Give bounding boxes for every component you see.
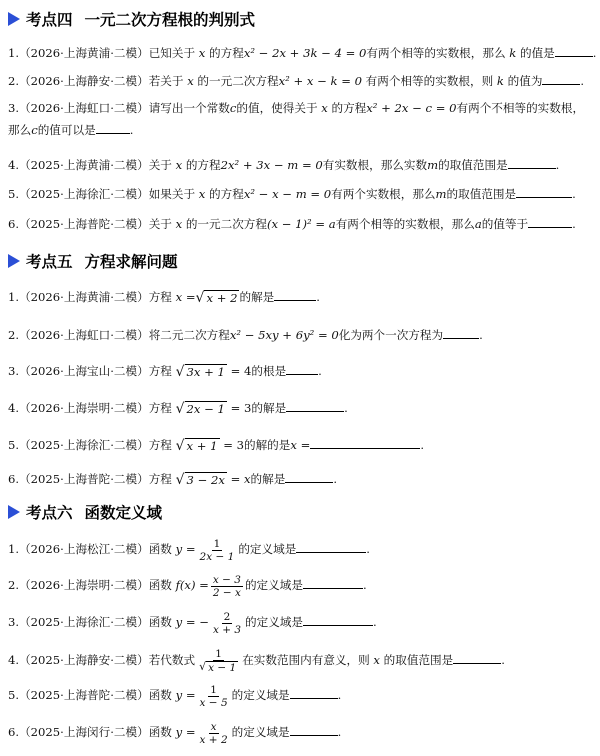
answer-blank[interactable] [285, 470, 333, 483]
section-title: 方程求解问题 [84, 253, 178, 271]
question-6-2: 2.（2026·上海崇明·二模）函数 f(x) = $\frac{x - 3}{2 - x}$ 的定义域是 . [8, 573, 367, 599]
answer-blank[interactable] [310, 436, 420, 449]
question-5-4: 4.（2026·上海崇明·二模）方程 √ 2x − 1 = 3的解是 . [8, 401, 348, 417]
answer-blank[interactable] [96, 121, 130, 134]
answer-blank[interactable] [303, 613, 373, 626]
question-6-4: 4.（2025·上海静安·二模）若代数式 1 √ x − 1 在实数范围内有意义，则 x 的取值范围是 . [8, 648, 505, 674]
question-6-5: 5.（2025·上海普陀·二模）函数 y = $\frac{1}{x - 5}$ 的定义域是 . [8, 683, 342, 709]
answer-blank[interactable] [443, 326, 479, 339]
answer-blank[interactable] [274, 288, 316, 301]
answer-blank[interactable] [296, 540, 366, 553]
section-5-header [8, 249, 178, 273]
answer-blank[interactable] [290, 686, 338, 699]
question-4-2: 2.（2026·上海静安·二模）若关于 x 的一元二次方程x² + x − k = 0 有两个相等的实数根，则 k 的值为 . [8, 74, 585, 88]
answer-blank[interactable] [286, 362, 318, 375]
triangle-bullet-icon [8, 12, 20, 26]
question-4-5: 5.（2025·上海徐汇·二模）如果关于 x 的方程x² − x − m = 0有两个实数根，那么m的取值范围是 . [8, 187, 576, 201]
answer-blank[interactable] [555, 44, 593, 57]
answer-blank[interactable] [508, 156, 556, 169]
question-4-1: 1.（2026·上海黄浦·二模）已知关于 x 的方程x² − 2x + 3k − 4 = 0有两个相等的实数根，那么 k 的值是 . [8, 46, 597, 60]
section-title: 函数定义域 [84, 504, 163, 522]
answer-blank[interactable] [542, 72, 580, 85]
section-title: 一元二次方程根的判别式 [84, 11, 256, 29]
section-label: 考点四 [26, 11, 73, 29]
question-6-6: 6.（2025·上海闵行·二模）函数 y = $\frac{x}{x + 2}$ 的定义域是 . [8, 720, 342, 746]
triangle-bullet-icon [8, 505, 20, 519]
answer-blank[interactable] [303, 576, 363, 589]
question-5-6: 6.（2025·上海普陀·二模）方程 √ 3 − 2x = x的解是 . [8, 472, 338, 488]
question-5-3: 3.（2026·上海宝山·二模）方程 √ 3x + 1 = 4的根是 . [8, 364, 322, 380]
question-4-4: 4.（2025·上海黄浦·二模）关于 x 的方程2x² + 3x − m = 0有实数根，那么实数m的取值范围是 . [8, 158, 560, 172]
question-5-1: 1.（2026·上海黄浦·二模）方程 x = √ x + 2 的解是 . [8, 290, 320, 306]
question-4-6: 6.（2025·上海普陀·二模）关于 x 的一元二次方程(x − 1)² = a有两个相等的实数根，那么a的值等于 . [8, 217, 576, 231]
question-4-3: 3.（2026·上海虹口·二模）请写出一个常数c的值，使得关于 x 的方程x² + 2x − c = 0有两个不相等的实数根， 那么c的值可以是 . [8, 101, 585, 137]
answer-blank[interactable] [453, 651, 501, 664]
triangle-bullet-icon [8, 254, 20, 268]
answer-blank[interactable] [286, 399, 344, 412]
answer-blank[interactable] [516, 185, 572, 198]
answer-blank[interactable] [290, 723, 338, 736]
question-6-1: 1.（2026·上海松江·二模）函数 y = $\frac{1}{2x - 1}$ 的定义域是 . [8, 537, 370, 563]
question-5-2: 2.（2026·上海虹口·二模）将二元二次方程x² − 5xy + 6y² = 0化为两个一次方程为 . [8, 328, 483, 342]
question-5-5: 5.（2025·上海徐汇·二模）方程 √ x + 1 = 3的解的是x = . [8, 438, 425, 454]
answer-blank[interactable] [528, 215, 572, 228]
section-4-header [8, 7, 255, 31]
section-label: 考点五 [26, 253, 73, 271]
section-label: 考点六 [26, 504, 73, 522]
section-6-header [8, 500, 162, 524]
question-6-3: 3.（2025·上海徐汇·二模）函数 y = − $\frac{2}{x + 3}$ 的定义域是 . [8, 610, 377, 636]
